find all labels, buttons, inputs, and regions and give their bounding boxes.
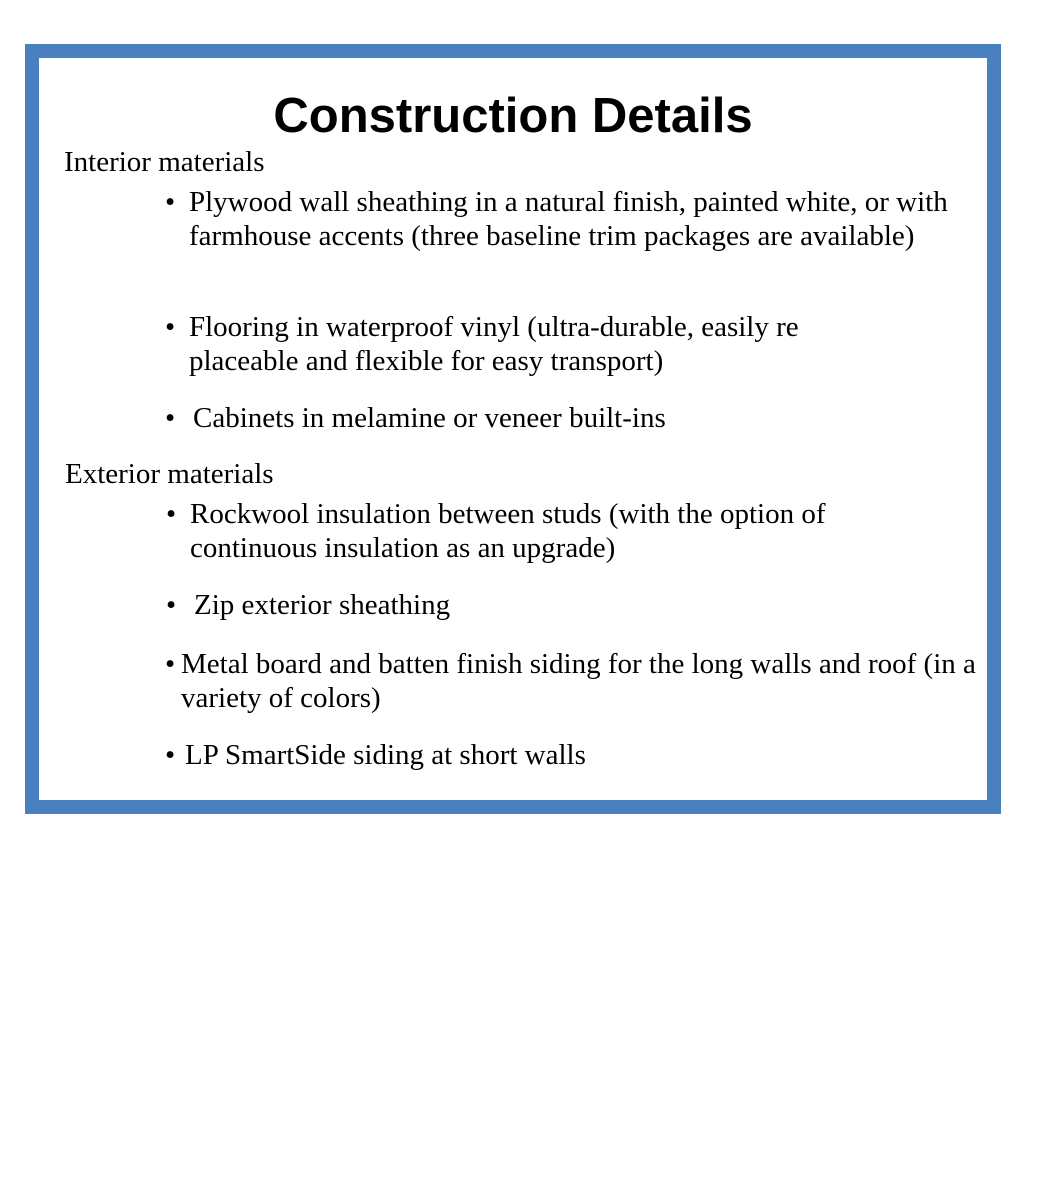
- list-item: [165, 402, 973, 436]
- list-item: [165, 186, 969, 253]
- list-item-text: Zip exterior sheathing: [194, 589, 451, 621]
- bullet-icon: •: [165, 648, 176, 680]
- bullet-icon: •: [165, 402, 176, 434]
- list-item-text: Metal board and batten finish siding for the long walls and roof (in a variety of colors): [181, 648, 976, 714]
- list-item: [166, 498, 950, 565]
- list-item: [166, 589, 954, 623]
- construction-details-panel: [25, 44, 1001, 814]
- section-heading-exterior: Exterior materials: [65, 458, 274, 490]
- list-item-text: Flooring in waterproof vinyl (ultra-durable, easily re placeable and flexible for easy transport): [189, 311, 799, 377]
- list-item-text: Cabinets in melamine or veneer built-ins: [193, 402, 666, 434]
- bullet-icon: •: [165, 311, 176, 343]
- bullet-icon: •: [165, 739, 176, 771]
- list-item: [165, 739, 965, 773]
- list-item-text: LP SmartSide siding at short walls: [185, 739, 586, 771]
- section-heading-interior: Interior materials: [64, 146, 265, 178]
- list-item-text: Rockwool insulation between studs (with the option of continuous insulation as an upgrade): [190, 498, 826, 564]
- list-item: [165, 648, 981, 715]
- bullet-icon: •: [166, 589, 177, 621]
- list-item-text: Plywood wall sheathing in a natural finish, painted white, or with farmhouse accents (three baseline trim packages are available): [189, 186, 948, 252]
- bullet-icon: •: [165, 186, 176, 218]
- page-title: Construction Details: [273, 89, 753, 143]
- list-item: [165, 311, 901, 378]
- bullet-icon: •: [166, 498, 177, 530]
